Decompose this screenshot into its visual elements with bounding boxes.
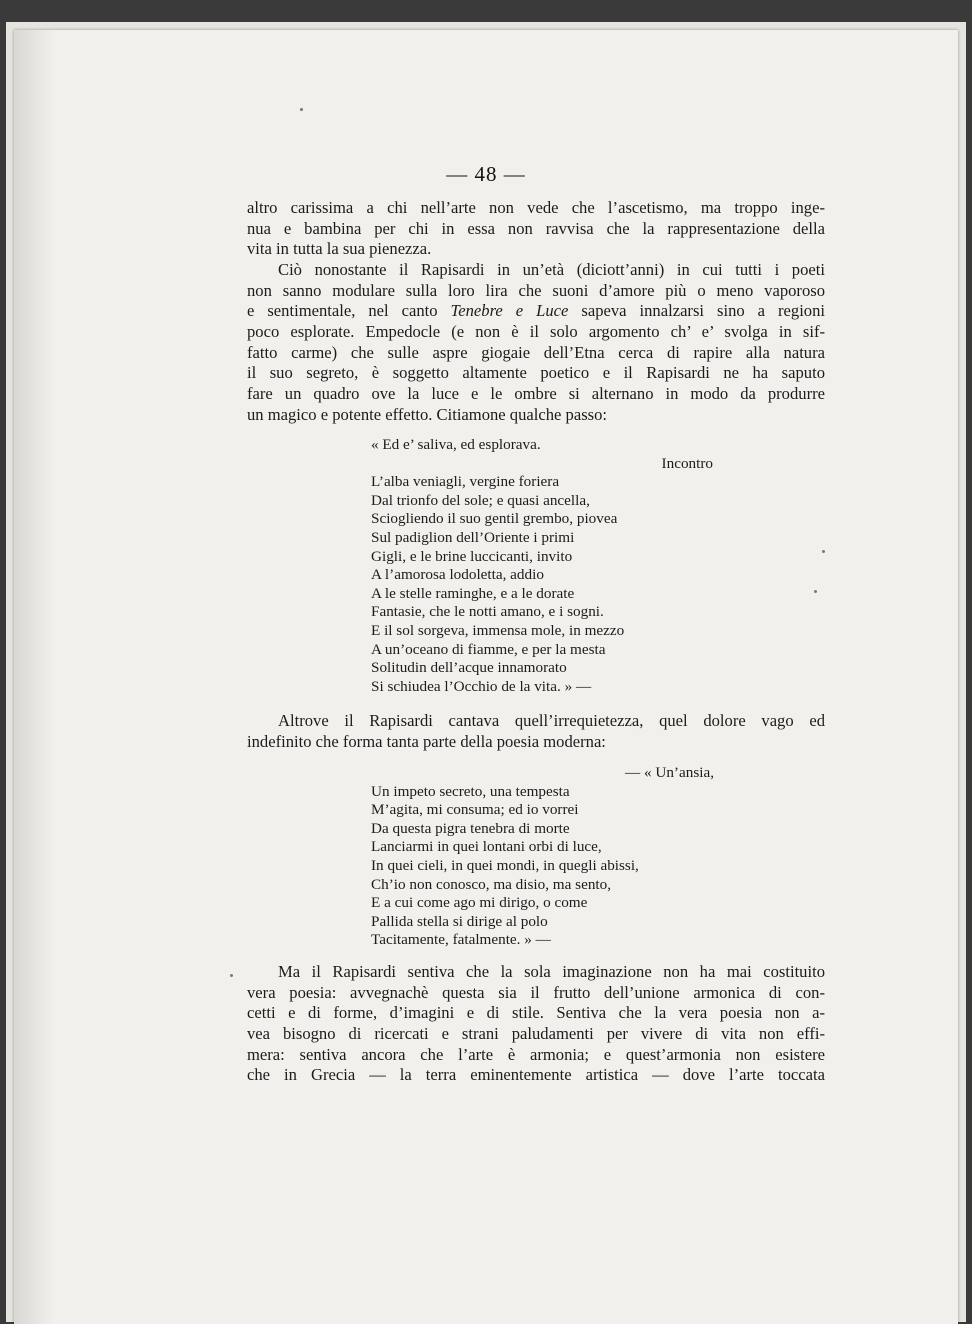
text-line: cetti e di forme, d’imagini e di stile. Sentiva che la vera poesia non a- xyxy=(247,1003,825,1023)
verse-line: A un’oceano di fiamme, e per la mesta xyxy=(371,640,606,658)
paragraph-1 xyxy=(247,198,825,260)
verse-line: — « Un’ansia, xyxy=(625,764,714,781)
verse-line: Un impeto secreto, una tempesta xyxy=(371,782,570,800)
verse-line: A l’amorosa lodoletta, addio xyxy=(371,566,544,584)
text-line: vera poesia: avvegnachè questa sia il frutto dell’unione armonica di con- xyxy=(247,982,825,1002)
verse-quote-1 xyxy=(371,436,731,696)
text-line: il suo segreto, è soggetto altamente poetico e il Rapisardi ne ha saputo xyxy=(247,363,825,383)
text-line: che in Grecia — la terra eminentemente artistica — dove l’arte toccata xyxy=(247,1065,825,1085)
verse-line: Sciogliendo il suo gentil grembo, piovea xyxy=(371,510,618,528)
text-line: mera: sentiva ancora che l’arte è armonia; e quest’armonia non esistere xyxy=(247,1044,825,1064)
speck xyxy=(230,974,233,977)
verse-quote-2 xyxy=(371,764,731,950)
text-segment: e sentimentale, nel canto xyxy=(247,301,438,321)
text-line: Ciò nonostante il Rapisardi in un’età (diciott’anni) in cui tutti i poeti xyxy=(278,260,825,279)
verse-line: Gigli, e le brine luccicanti, invito xyxy=(371,547,573,565)
book-page xyxy=(14,30,958,1324)
text-line: altro carissima a chi nell’arte non vede che l’ascetismo, ma troppo inge- xyxy=(247,198,825,217)
text-line: vita in tutta la sua pienezza. xyxy=(247,239,432,259)
verse-line: Pallida stella si dirige al polo xyxy=(371,912,548,930)
text-line: poco esplorate. Empedocle (e non è il solo argomento ch’ e’ svolga in sif- xyxy=(247,322,825,342)
paragraph-4 xyxy=(247,962,825,1086)
verse-line: E a cui come ago mi dirigo, o come xyxy=(371,894,588,912)
verse-line: « Ed e’ saliva, ed esplorava. xyxy=(371,436,541,453)
paragraph-3 xyxy=(247,711,825,752)
verse-line: Ch’io non conosco, ma disio, ma sento, xyxy=(371,875,612,893)
paragraph-2 xyxy=(247,260,825,426)
verse-line: Sul padiglion dell’Oriente i primi xyxy=(371,528,575,546)
text-line-mixed xyxy=(247,301,825,322)
verse-line: Da questa pigra tenebra di morte xyxy=(371,819,570,837)
text-line: un magico e potente effetto. Citiamone qualche passo: xyxy=(247,404,608,424)
verse-line: Si schiudea l’Occhio de la vita. » — xyxy=(371,677,592,695)
text-line: Altrove il Rapisardi cantava quell’irrequietezza, quel dolore vago ed xyxy=(278,711,825,730)
verse-line: Tacitamente, fatalmente. » — xyxy=(371,931,551,949)
page-number: — 48 — xyxy=(446,162,526,186)
verse-line: Lanciarmi in quei lontani orbi di luce, xyxy=(371,838,602,856)
text-line: fare un quadro ove la luce e le ombre si alternano in modo da produrre xyxy=(247,384,825,404)
verse-line: Dal trionfo del sole; e quasi ancella, xyxy=(371,491,590,509)
verse-line: L’alba veniagli, vergine foriera xyxy=(371,473,560,491)
verse-line: In quei cieli, in quei mondi, in quegli abissi, xyxy=(371,856,639,874)
italic-title: Tenebre e Luce xyxy=(450,301,569,321)
text-line: nua e bambina per chi in essa non ravvisa che la rappresentazione della xyxy=(247,218,825,238)
text-line: vea bisogno di ricercati e strani paludamenti per vivere di vita non effi- xyxy=(247,1024,825,1044)
verse-line: E il sol sorgeva, immensa mole, in mezzo xyxy=(371,621,625,639)
text-segment: sapeva innalzarsi sino a regioni xyxy=(581,301,826,321)
verse-line: Incontro xyxy=(661,454,713,472)
verse-line: A le stelle raminghe, e a le dorate xyxy=(371,584,575,602)
speck xyxy=(300,108,303,111)
text-line: Ma il Rapisardi sentiva che la sola imaginazione non ha mai costituito xyxy=(278,962,825,981)
verse-line: Solitudin dell’acque innamorato xyxy=(371,659,567,677)
text-line: non sanno modulare sulla loro lira che suoni d’amore più o meno vaporoso xyxy=(247,280,825,300)
speck xyxy=(822,550,825,553)
verse-line: M’agita, mi consuma; ed io vorrei xyxy=(371,801,579,819)
text-line: fatto carme) che sulle aspre giogaie dell’Etna cerca di rapire alla natura xyxy=(247,342,825,362)
verse-line: Fantasie, che le notti amano, e i sogni. xyxy=(371,603,604,621)
text-line: indefinito che forma tanta parte della poesia moderna: xyxy=(247,731,606,751)
speck xyxy=(814,590,817,593)
